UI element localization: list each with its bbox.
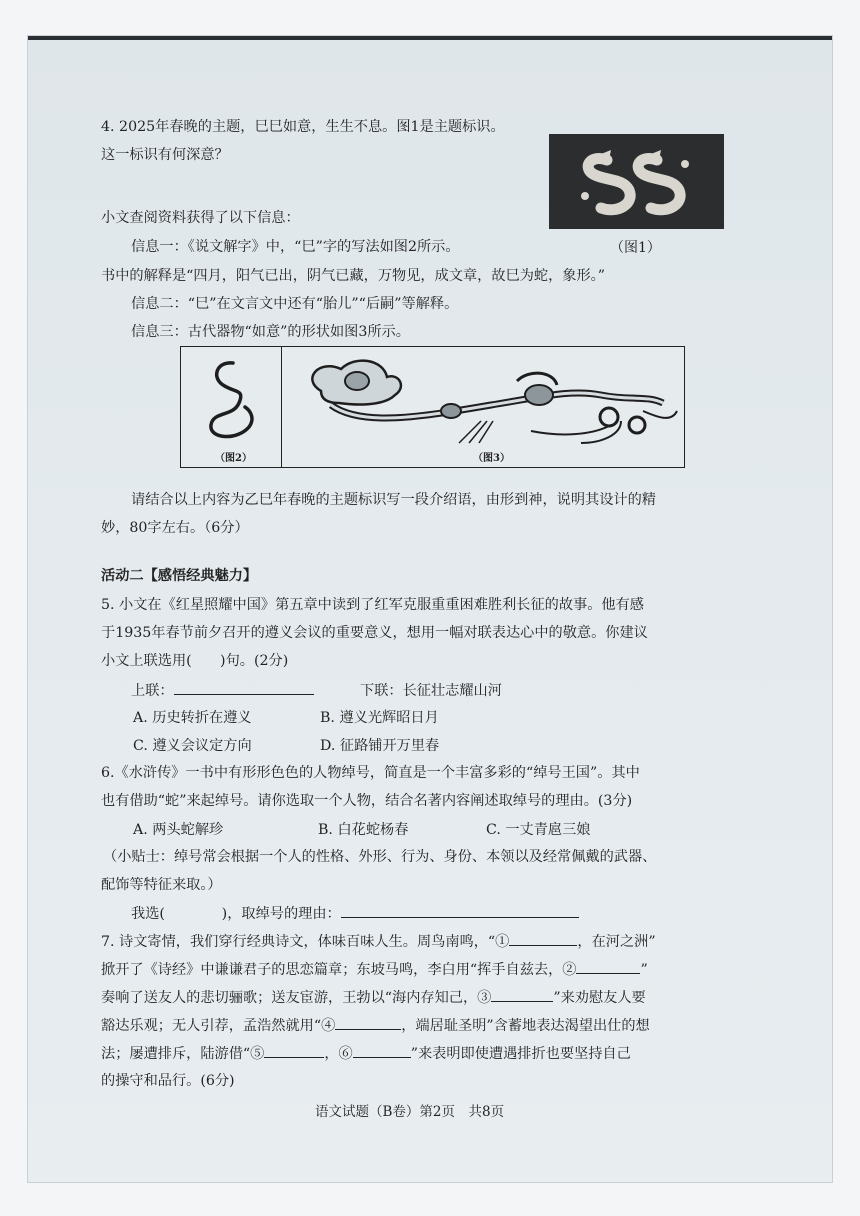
q4-task-line2: 妙，80字左右。（6分） bbox=[101, 520, 249, 536]
q5-line1: 5. 小文在《红星照耀中国》第五章中读到了红军克服重重困难胜利长征的故事。他有感 bbox=[101, 597, 644, 613]
q5-upper-blank[interactable] bbox=[174, 680, 314, 695]
q7-line6: 的操守和品行。(6分) bbox=[101, 1073, 235, 1089]
q6-answer-row bbox=[131, 903, 579, 924]
q6-option-c: C. 一丈青扈三娘 bbox=[486, 822, 591, 838]
page-footer: 语文试题（B卷）第2页 共8页 bbox=[315, 1104, 505, 1120]
q4-info-intro: 小文查阅资料获得了以下信息： bbox=[101, 210, 300, 226]
q7-line3-tail: ”来劝慰友人要 bbox=[553, 990, 646, 1006]
q5-lower-couplet: 下联：长征壮志耀山河 bbox=[360, 683, 502, 699]
scan-edge bbox=[28, 36, 832, 40]
ruyi-scepter-icon bbox=[291, 351, 681, 447]
q4-info1a: 信息一：《说文解字》中，“巳”字的写法如图2所示。 bbox=[131, 239, 460, 255]
q6-tip-line2: 配饰等特征来取。） bbox=[101, 877, 222, 893]
q4-info1b: 书中的解释是“四月，阳气已出，阴气已藏，万物见，成文章，故巳为蛇，象形。” bbox=[101, 268, 605, 284]
q6-choose-label: 我选( )，取绰号的理由： bbox=[131, 906, 341, 922]
q4-info2: 信息二：“巳”在文言文中还有“胎儿”“后嗣”等解释。 bbox=[131, 296, 459, 312]
q7-line2 bbox=[101, 959, 648, 980]
q5-option-b: B. 遵义光辉昭日月 bbox=[320, 710, 439, 726]
q7-blank-1[interactable] bbox=[509, 931, 577, 946]
q5-upper-couplet bbox=[131, 680, 314, 701]
q7-line1-text: 7. 诗文寄情，我们穿行经典诗文，体味百味人生。周鸟南鸣，“① bbox=[101, 934, 510, 950]
q4-info3: 信息三：古代器物“如意”的形状如图3所示。 bbox=[131, 324, 410, 340]
q6-option-a: A. 两头蛇解珍 bbox=[133, 822, 224, 838]
q7-line2-tail: ” bbox=[640, 962, 648, 978]
figure1-caption: （图1） bbox=[610, 240, 661, 256]
q6-line1: 6.《水浒传》一书中有形形色色的人物绰号，简直是一个丰富多彩的“绰号王国”。其中 bbox=[101, 765, 640, 781]
q7-blank-3[interactable] bbox=[491, 987, 553, 1002]
q5-line3: 小文上联选用( )句。(2分) bbox=[101, 653, 289, 669]
q6-reason-blank[interactable] bbox=[341, 903, 579, 918]
q7-line2-text: 掀开了《诗经》中谦谦君子的思恋篇章；东坡马鸣，李白用“挥手自兹去，② bbox=[101, 962, 577, 978]
q6-tip-line1: （小贴士：绰号常会根据一个人的性格、外形、行为、身份、本领以及经常佩戴的武器、 bbox=[103, 849, 657, 865]
q7-line5 bbox=[101, 1043, 631, 1064]
q7-line4-tail: ，端居耻圣明”含蓄地表达渴望出仕的想 bbox=[401, 1018, 650, 1034]
q5-option-c: C. 遵义会议定方向 bbox=[133, 738, 252, 754]
q7-line5-mid: ，⑥ bbox=[324, 1046, 353, 1062]
q4-line1: 4. 2025年春晚的主题，巳巳如意，生生不息。图1是主题标识。 bbox=[101, 119, 505, 135]
q7-line5-text: 法；屡遭排斥，陆游借“⑤ bbox=[101, 1046, 265, 1062]
q4-line2: 这一标识有何深意？ bbox=[101, 147, 229, 163]
q7-line3 bbox=[101, 987, 646, 1008]
q7-line4 bbox=[101, 1015, 650, 1036]
q7-line1-tail: ，在河之洲” bbox=[577, 934, 656, 950]
q7-blank-6[interactable] bbox=[353, 1043, 411, 1058]
q7-blank-2[interactable] bbox=[576, 959, 640, 974]
figure1-logo bbox=[549, 134, 724, 229]
figure2-3-box bbox=[180, 346, 685, 468]
q7-blank-5[interactable] bbox=[264, 1043, 324, 1058]
q7-line4-text: 豁达乐观；无人引荐，孟浩然就用“④ bbox=[101, 1018, 336, 1034]
q6-option-b: B. 白花蛇杨春 bbox=[318, 822, 409, 838]
figure3-caption: （图3） bbox=[473, 453, 510, 464]
snake-logo-icon bbox=[549, 134, 724, 229]
activity2-title: 活动二【感悟经典魅力】 bbox=[101, 568, 258, 584]
q6-line2: 也有借助“蛇”来起绰号。请你选取一个人物，结合名著内容阐述取绰号的理由。(3分) bbox=[101, 793, 633, 809]
q5-line2: 于1935年春节前夕召开的遵义会议的重要意义，想用一幅对联表达心中的敬意。你建议 bbox=[101, 625, 648, 641]
q5-option-d: D. 征路铺开万里春 bbox=[320, 738, 440, 754]
q5-upper-label: 上联： bbox=[131, 683, 174, 699]
q5-option-a: A. 历史转折在遵义 bbox=[133, 710, 252, 726]
seal-snake-character-icon bbox=[199, 355, 263, 445]
q7-blank-4[interactable] bbox=[335, 1015, 401, 1030]
q7-line5-tail: ”来表明即使遭遇排折也要坚持自己 bbox=[410, 1046, 631, 1062]
q4-task-line1: 请结合以上内容为乙巳年春晚的主题标识写一段介绍语，由形到神，说明其设计的精 bbox=[131, 492, 656, 508]
q7-line3-text: 奏响了送友人的悲切骊歌；送友宦游，王勃以“海内存知己，③ bbox=[101, 990, 492, 1006]
figure2-caption: （图2） bbox=[215, 453, 252, 464]
q7-line1 bbox=[101, 931, 656, 952]
figure-divider bbox=[281, 347, 282, 467]
